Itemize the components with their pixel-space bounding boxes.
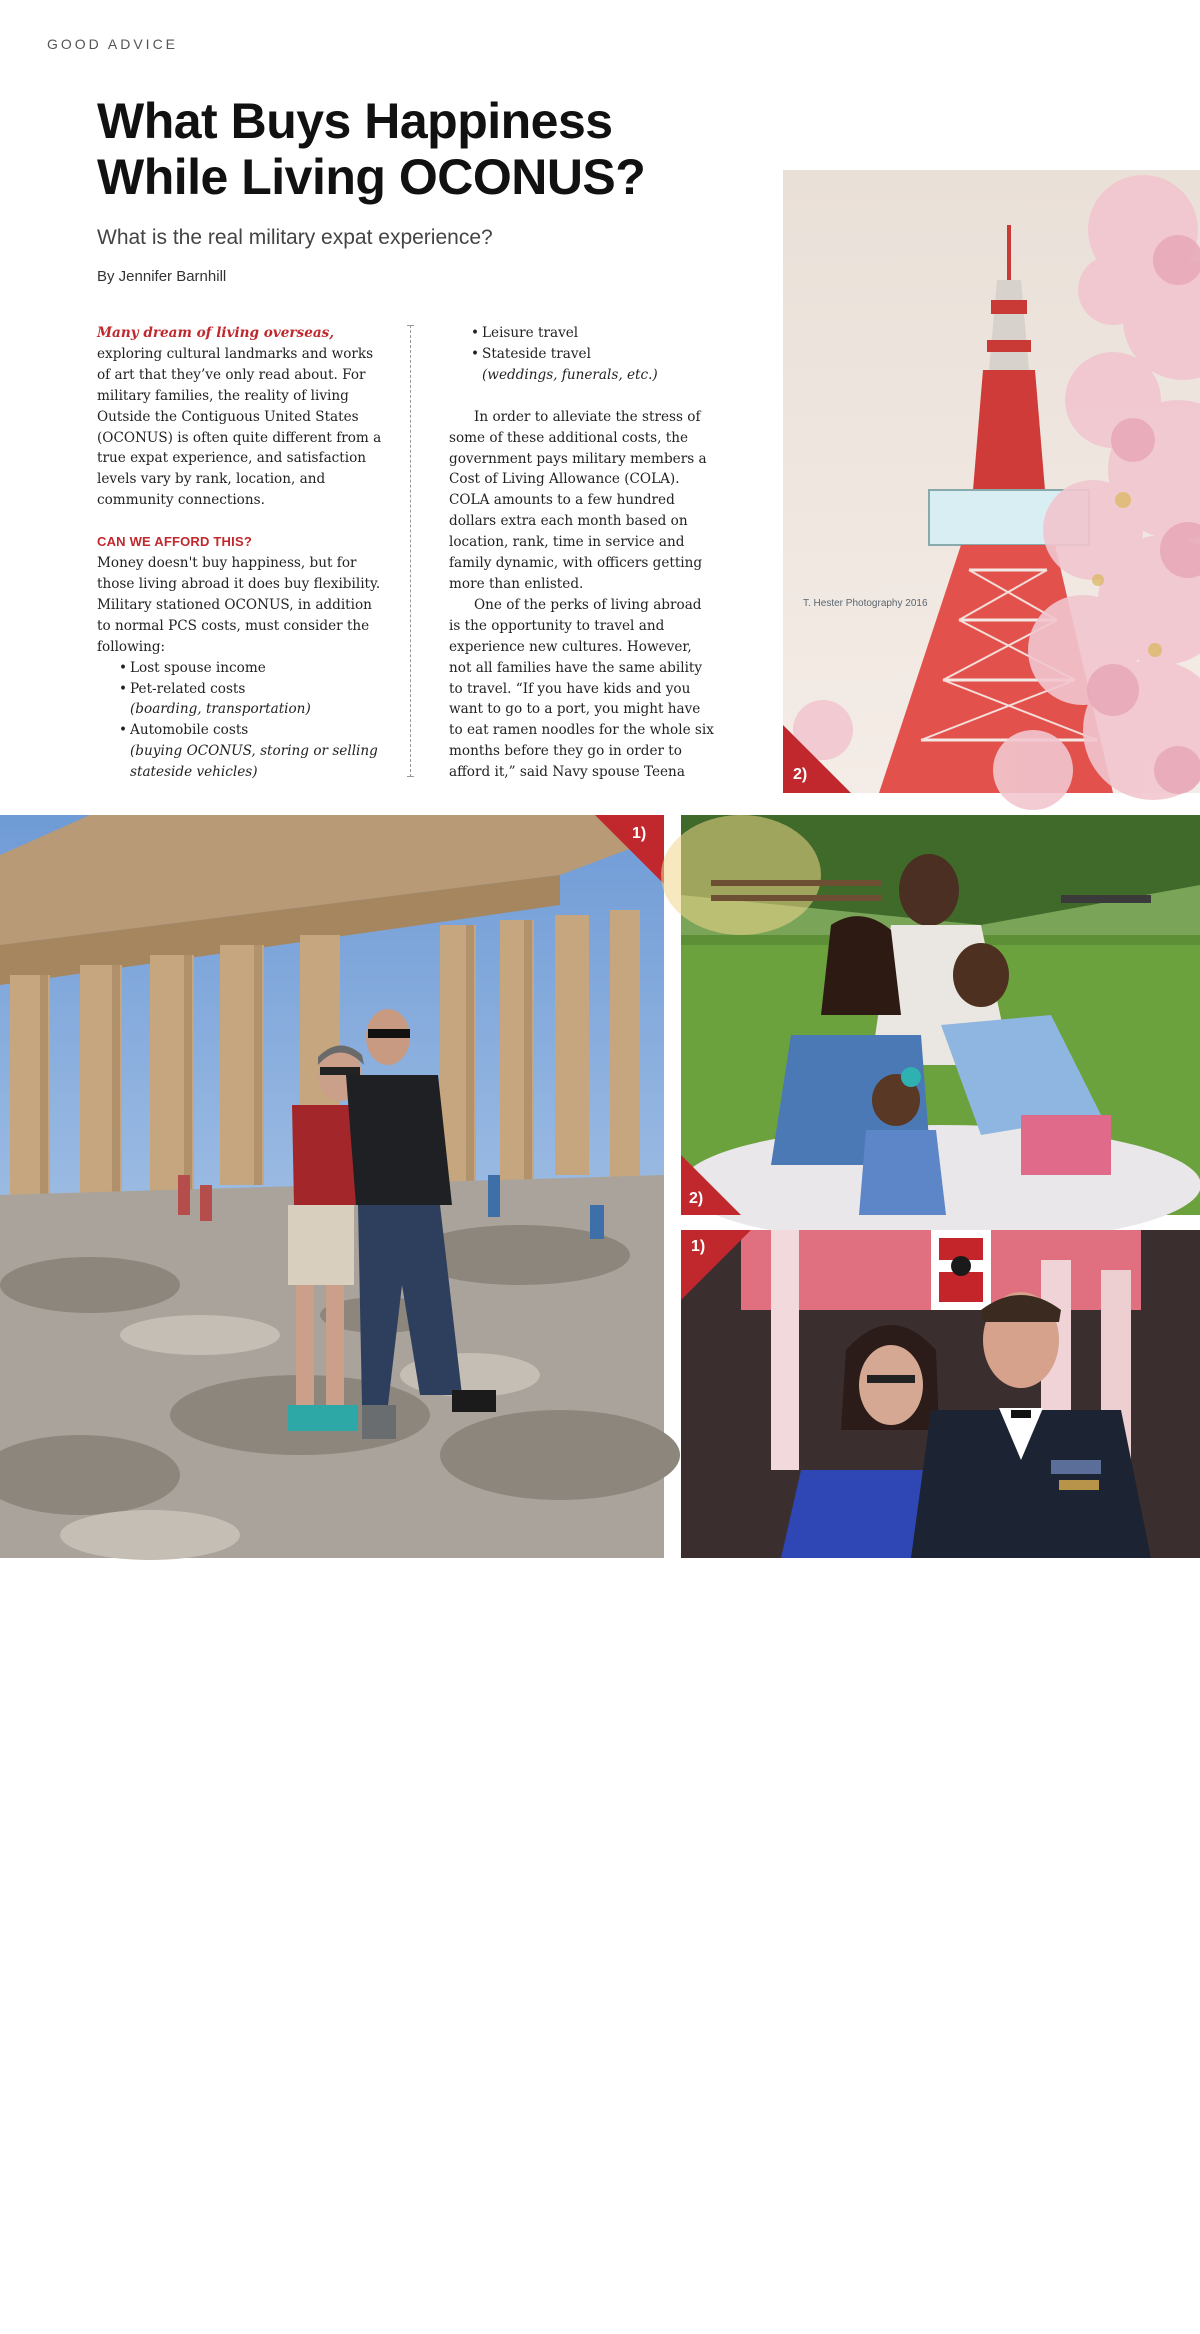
list-item: • Pet-related costs (boarding, transportation)	[119, 679, 382, 721]
photo-watermark: T. Hester Photography 2016	[803, 598, 928, 609]
list-item: • Automobile costs (buying OCONUS, storing or selling stateside vehicles)	[119, 720, 382, 783]
page-footer	[18, 2312, 273, 2334]
headline-line-1: What Buys Happiness	[97, 93, 613, 149]
acropolis-couple-photo	[0, 815, 664, 2334]
family-photo	[681, 815, 1200, 1215]
formal-couple-photo	[681, 1230, 1200, 1558]
list-item: • Leisure travel	[471, 323, 714, 344]
travel-paragraph: One of the perks of living abroad is the opportunity to travel and experience new cultures. However, not all families have the same ability to travel. “If you have kids and you want to go to a port, you might have to eat ramen noodles for the whole six months before they go in order to afford it,” said Navy spouse Teena	[449, 596, 714, 781]
photo-number-tag: 2)	[689, 1190, 704, 1207]
column-divider	[410, 325, 411, 777]
tokyo-tower-image	[783, 170, 1200, 793]
lead-in: Many dream of living overseas,	[97, 325, 335, 341]
publication-name: MILITARYSPOUSE.COM	[56, 2320, 199, 2332]
acropolis-image	[0, 815, 664, 1558]
footer-separator: /	[202, 2320, 207, 2332]
list-item: • Lost spouse income	[119, 658, 382, 679]
article-headline	[97, 93, 737, 205]
photo-number-tag: 2)	[793, 766, 808, 783]
article-byline: By Jennifer Barnhill	[97, 268, 227, 285]
cost-list	[97, 658, 382, 783]
section-heading: CAN WE AFFORD THIS?	[97, 534, 252, 550]
photo-number-tag: 1)	[691, 1238, 706, 1255]
family-image	[681, 815, 1200, 1215]
tokyo-tower-photo	[783, 170, 1200, 793]
section-label: GOOD ADVICE	[47, 36, 179, 52]
body-column-1	[97, 323, 382, 783]
article-subhead: What is the real military expat experience?	[97, 226, 493, 249]
cost-list-continued	[449, 323, 714, 386]
intro-paragraph	[97, 323, 382, 511]
issue-date: JULY 2020	[210, 2320, 274, 2332]
page-number: 16	[18, 2312, 43, 2334]
cola-paragraph: In order to alleviate the stress of some of these additional costs, the government pays military members a Cost of Living Allowance (COLA). COLA amounts to a few hundred dollars extra each month based on location, rank, time in service and family dynamic, with officers getting more than enlisted.	[449, 408, 707, 592]
formal-couple-image	[681, 1230, 1200, 1558]
photo-number-tag: 1)	[632, 825, 647, 842]
body-column-2	[449, 323, 714, 783]
list-item: • Stateside travel (weddings, funerals, etc.)	[471, 344, 714, 386]
headline-line-2: While Living OCONUS?	[97, 149, 646, 205]
section-paragraph: Money doesn't buy happiness, but for those living abroad it does buy flexibility. Military stationed OCONUS, in addition to normal PCS costs, must consider the following:	[97, 555, 381, 655]
intro-text: exploring cultural landmarks and works of art that they’ve only read about. For military families, the reality of living Outside the Contiguous United States (OCONUS) is often quite different from a true expat experience, and satisfaction levels vary by rank, location, and community connections.	[97, 345, 382, 509]
